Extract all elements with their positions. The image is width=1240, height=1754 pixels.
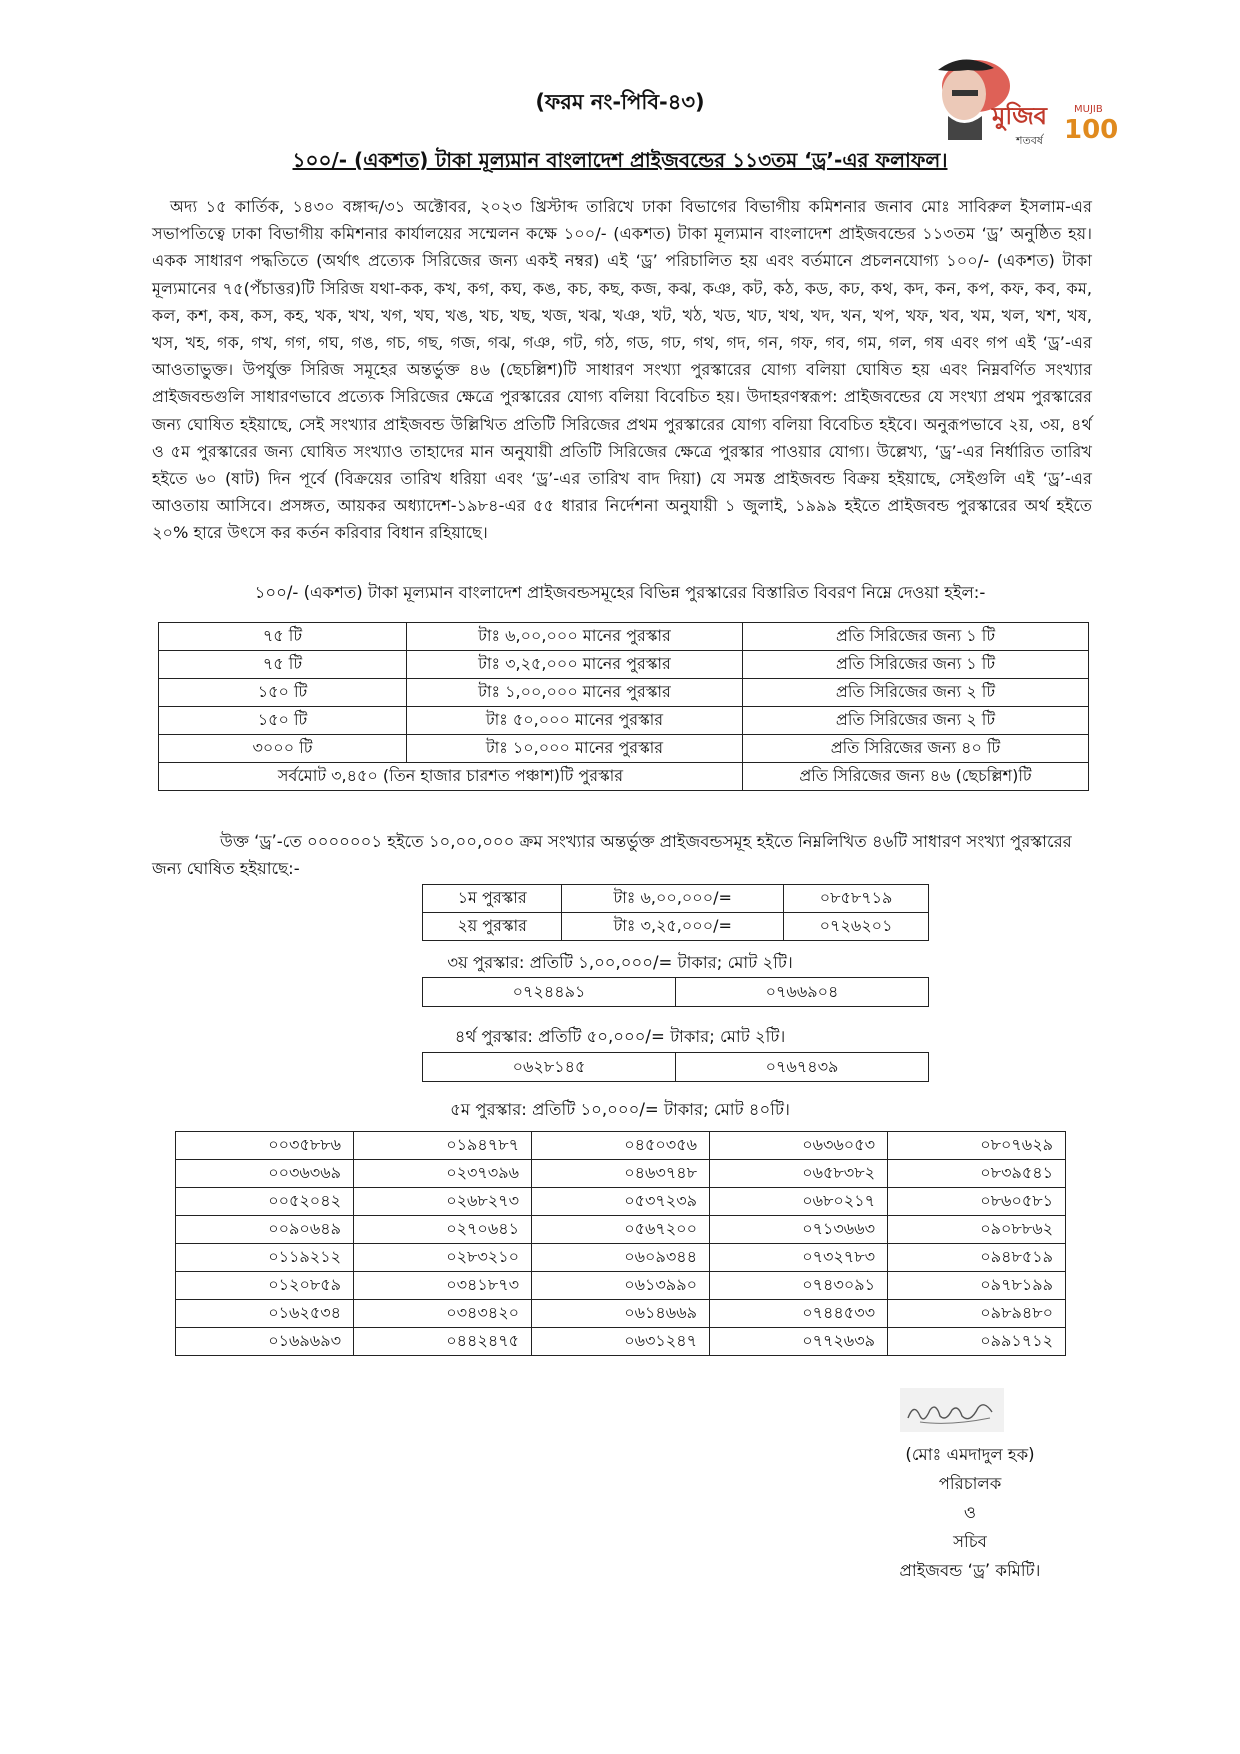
fifth-prize-number: ০২৬৮২৭৩ xyxy=(354,1188,532,1216)
signature-image xyxy=(900,1388,1004,1432)
prize-per-series: প্রতি সিরিজের জন্য ১ টি xyxy=(743,623,1089,651)
prize-total-label: সর্বমোট ৩,৪৫০ (তিন হাজার চারশত পঞ্চাশ)টি পুরস্কার xyxy=(159,763,743,791)
fifth-prize-number: ০১১৯২১২ xyxy=(176,1244,354,1272)
svg-text:100: 100 xyxy=(1064,115,1119,145)
fifth-prize-number: ০৪৫০৩৫৬ xyxy=(532,1132,710,1160)
signature-icon xyxy=(900,1388,1004,1432)
winners-intro: উক্ত ‘ড্র’-তে ০০০০০০১ হইতে ১০,০০,০০০ ক্রম সংখ্যার অন্তর্ভুক্ত প্রাইজবন্ডসমূহ হইতে নিম্নলিখিত ৪৬টি সাধারণ সংখ্যা পুরস্কারের জন্য ঘোষিত হইয়াছে:- xyxy=(152,832,1072,878)
winning-number: ০৮৫৮৭১৯ xyxy=(784,885,929,913)
form-number: (ফরম নং-পিবি-৪৩) xyxy=(535,90,705,114)
third-prize-number: ০৭৬৬৯০৪ xyxy=(676,978,929,1007)
fifth-prize-number: ০৭১৩৬৬৩ xyxy=(710,1216,888,1244)
fifth-prize-number: ০৫৬৭২০০ xyxy=(532,1216,710,1244)
fifth-prize-number: ০৯৪৮৫১৯ xyxy=(888,1244,1066,1272)
third-prize-table xyxy=(422,977,929,1007)
fifth-prize-row xyxy=(176,1216,1066,1244)
prize-summary-table xyxy=(158,622,1089,791)
prize-value: টাঃ ৬,০০,০০০ মানের পুরস্কার xyxy=(407,623,743,651)
fourth-prize-table xyxy=(422,1052,929,1082)
fourth-prize-number: ০৭৬৭৪৩৯ xyxy=(676,1053,929,1082)
prize-amount: টাঃ ৩,২৫,০০০/= xyxy=(562,913,784,941)
prize-count: ৩০০০ টি xyxy=(159,735,407,763)
signatory-committee: প্রাইজবন্ড ‘ড্র’ কমিটি। xyxy=(899,1561,1041,1580)
fifth-prize-number: ০২৮৩২১০ xyxy=(354,1244,532,1272)
fifth-prize-number: ০০৩৬৩৬৯ xyxy=(176,1160,354,1188)
mujib-100-logo xyxy=(898,50,1119,147)
fifth-prize-number: ০৯০৮৮৬২ xyxy=(888,1216,1066,1244)
prize-amount: টাঃ ৬,০০,০০০/= xyxy=(562,885,784,913)
prize-value: টাঃ ১০,০০০ মানের পুরস্কার xyxy=(407,735,743,763)
prize-rank: ২য় পুরস্কার xyxy=(423,913,562,941)
fifth-prize-row xyxy=(176,1272,1066,1300)
fifth-prize-number: ০৯৭৮১৯৯ xyxy=(888,1272,1066,1300)
prize-count: ১৫০ টি xyxy=(159,707,407,735)
prize-row xyxy=(159,679,1089,707)
prize-row xyxy=(159,735,1089,763)
fifth-prize-number: ০৮৬০৫৮১ xyxy=(888,1188,1066,1216)
prize-details-intro: ১০০/- (একশত) টাকা মূল্যমান বাংলাদেশ প্রাইজবন্ডসমূহের বিভিন্ন পুরস্কারের বিস্তারিত বিবরণ নিম্নে দেওয়া হইল:- xyxy=(254,583,986,602)
fifth-prize-number: ০৭৭২৬৩৯ xyxy=(710,1328,888,1356)
fifth-prize-number: ০৭৪৩০৯১ xyxy=(710,1272,888,1300)
fifth-prize-number: ০৬১৩৯৯০ xyxy=(532,1272,710,1300)
fifth-prize-number: ০৬৩১২৪৭ xyxy=(532,1328,710,1356)
prize-row xyxy=(159,623,1089,651)
signatory-name: (মোঃ এমদাদুল হক) xyxy=(905,1445,1035,1464)
fifth-prize-number: ০৮০৭৬২৯ xyxy=(888,1132,1066,1160)
fifth-prize-table xyxy=(175,1131,1066,1356)
fifth-prize-number: ০০৩৫৮৮৬ xyxy=(176,1132,354,1160)
fifth-prize-number: ০২৩৭৩৯৬ xyxy=(354,1160,532,1188)
fifth-prize-row xyxy=(176,1328,1066,1356)
fifth-prize-number: ০০৫২০৪২ xyxy=(176,1188,354,1216)
top-prize-row xyxy=(423,885,929,913)
draw-description: অদ্য ১৫ কার্তিক, ১৪৩০ বঙ্গাব্দ/৩১ অক্টোবর, ২০২৩ খ্রিস্টাব্দ তারিখে ঢাকা বিভাগের বিভাগীয় কমিশনার জনাব মোঃ সাবিরুল ইসলাম-এর সভাপতিত্বে ঢাকা বিভাগীয় কমিশনার কার্যালয়ের সম্মেলন কক্ষে ১০০/- (একশত) টাকা মূল্যমান বাংলাদেশ প্রাইজবন্ডের ১১৩তম ‘ড্র’ অনুষ্ঠিত হয়। একক সাধারণ পদ্ধতিতে (অর্থাৎ প্রত্যেক সিরিজের জন্য একই নম্বর) এই ‘ড্র’ পরিচালিত হয় এবং বর্তমানে প্রচলনযোগ্য ১০০/- (একশত) টাকা মূল্যমানের ৭৫(পঁচাত্তর)টি সিরিজ যথা-কক, কখ, কগ, কঘ, কঙ, কচ, কছ, কজ, কঝ, কঞ, কট, কঠ, কড, কঢ, কথ, কদ, কন, কপ, কফ, কব, কম, কল, কশ, কষ, কস, কহ, খক, খখ, খগ, খঘ, খঙ, খচ, খছ, খজ, খঝ, খঞ, খট, খঠ, খড, খঢ, খথ, খদ, খন, খপ, খফ, খব, খম, খল, খশ, খষ, খস, খহ, গক, গখ, গগ, গঘ, গঙ, গচ, গছ, গজ, গঝ, গঞ, গট, গঠ, গড, গঢ, গথ, গদ, গন, গফ, গব, গম, গল, গষ এবং গপ এই ‘ড্র’-এর আওতাভুক্ত। উপর্যুক্ত সিরিজ সমূহের অন্তর্ভুক্ত ৪৬ (ছেচল্লিশ)টি সাধারণ সংখ্যা পুরস্কারের যোগ্য বলিয়া ঘোষিত হয় এবং নিম্নবর্ণিত সংখ্যার প্রাইজবন্ডগুলি সাধারণভাবে প্রত্যেক সিরিজের ক্ষেত্রে পুরস্কারের যোগ্য বলিয়া বিবেচিত হয়। উদাহরণস্বরূপ: প্রাইজবন্ডের যে সংখ্যা প্রথম পুরস্কারের জন্য ঘোষিত হইয়াছে, সেই সংখ্যার প্রাইজবন্ড উল্লিখিত প্রতিটি সিরিজের প্রথম পুরস্কারের যোগ্য বলিয়া বিবেচিত হইবে। অনুরূপভাবে ২য়, ৩য়, ৪র্থ ও ৫ম পুরস্কারের জন্য ঘোষিত সংখ্যাও তাহাদের মান অনুযায়ী প্রতিটি সিরিজের ক্ষেত্রে পুরস্কার পাওয়ার যোগ্য। উল্লেখ্য, ‘ড্র’-এর নির্ধারিত তারিখ হইতে ৬০ (ষাট) দিন পূর্বে (বিক্রয়ের তারিখ ধরিয়া এবং ‘ড্র’-এর তারিখ বাদ দিয়া) যে সমস্ত প্রাইজবন্ড বিক্রয় হইয়াছে, সেইগুলি এই ‘ড্র’-এর আওতায় আসিবে। প্রসঙ্গত, আয়কর অধ্যাদেশ-১৯৮৪-এর ৫৫ ধারার নির্দেশনা অনুযায়ী ১ জুলাই, ১৯৯৯ হইতে প্রাইজবন্ড পুরস্কারের অর্থ হইতে ২০% হারে উৎসে কর কর্তন করিবার বিধান রহিয়াছে। xyxy=(152,197,1092,543)
signatory-designation: পরিচালক xyxy=(938,1474,1002,1493)
signatory-conjunction: ও xyxy=(963,1503,977,1522)
fifth-prize-number: ০১২০৮৫৯ xyxy=(176,1272,354,1300)
prize-count: ১৫০ টি xyxy=(159,679,407,707)
fifth-prize-number: ০৭৪৪৫৩৩ xyxy=(710,1300,888,1328)
prize-per-series: প্রতি সিরিজের জন্য ২ টি xyxy=(743,707,1089,735)
fifth-prize-number: ০৬৩৬০৫৩ xyxy=(710,1132,888,1160)
top-prize-row xyxy=(423,913,929,941)
fifth-prize-row xyxy=(176,1132,1066,1160)
fifth-prize-number: ০৬১৪৬৬৯ xyxy=(532,1300,710,1328)
third-prize-number: ০৭২৪৪৯১ xyxy=(423,978,676,1007)
fifth-prize-number: ০১৬২৫৩৪ xyxy=(176,1300,354,1328)
svg-text:MUJIB: MUJIB xyxy=(1074,104,1103,115)
prize-value: টাঃ ১,০০,০০০ মানের পুরস্কার xyxy=(407,679,743,707)
fifth-prize-number: ০৭৩২৭৮৩ xyxy=(710,1244,888,1272)
fifth-prize-number: ০৩৪১৮৭৩ xyxy=(354,1272,532,1300)
prize-per-series: প্রতি সিরিজের জন্য ৪০ টি xyxy=(743,735,1089,763)
fifth-prize-number: ০৩৪৩৪২০ xyxy=(354,1300,532,1328)
fifth-prize-number: ০৮৩৯৫৪১ xyxy=(888,1160,1066,1188)
svg-text:শতবর্ষ: শতবর্ষ xyxy=(1016,134,1043,147)
prize-count: ৭৫ টি xyxy=(159,623,407,651)
prize-row xyxy=(159,707,1089,735)
fifth-prize-row xyxy=(176,1188,1066,1216)
winning-number: ০৭২৬২০১ xyxy=(784,913,929,941)
prize-rank: ১ম পুরস্কার xyxy=(423,885,562,913)
fifth-prize-number: ০৪৬৩৭৪৮ xyxy=(532,1160,710,1188)
fifth-prize-number: ০১৬৯৬৯৩ xyxy=(176,1328,354,1356)
svg-text:মুজিব: মুজিব xyxy=(992,102,1048,130)
prize-per-series: প্রতি সিরিজের জন্য ২ টি xyxy=(743,679,1089,707)
signatory-designation: সচিব xyxy=(953,1532,987,1551)
page-title: ১০০/- (একশত) টাকা মূল্যমান বাংলাদেশ প্রাইজবন্ডের ১১৩তম ‘ড্র’-এর ফলাফল। xyxy=(292,148,948,172)
fifth-prize-number: ০৬৫৮৩৮২ xyxy=(710,1160,888,1188)
prize-value: টাঃ ৫০,০০০ মানের পুরস্কার xyxy=(407,707,743,735)
fourth-prize-heading: ৪র্থ পুরস্কার: প্রতিটি ৫০,০০০/= টাকার; মোট ২টি। xyxy=(454,1027,786,1046)
fifth-prize-number: ০০৯০৬৪৯ xyxy=(176,1216,354,1244)
prize-per-series: প্রতি সিরিজের জন্য ১ টি xyxy=(743,651,1089,679)
fifth-prize-number: ০৯৯১৭১২ xyxy=(888,1328,1066,1356)
fifth-prize-number: ০৫৩৭২৩৯ xyxy=(532,1188,710,1216)
fifth-prize-number: ০৪৪২৪৭৫ xyxy=(354,1328,532,1356)
fifth-prize-number: ০৯৮৯৪৮০ xyxy=(888,1300,1066,1328)
prize-total-per-series: প্রতি সিরিজের জন্য ৪৬ (ছেচল্লিশ)টি xyxy=(743,763,1089,791)
portrait-icon xyxy=(898,50,1119,147)
third-prize-heading: ৩য় পুরস্কার: প্রতিটি ১,০০,০০০/= টাকার; মোট ২টি। xyxy=(447,953,793,972)
fifth-prize-heading: ৫ম পুরস্কার: প্রতিটি ১০,০০০/= টাকার; মোট ৪০টি। xyxy=(450,1100,790,1119)
fifth-prize-number: ০৬৮০২১৭ xyxy=(710,1188,888,1216)
fifth-prize-row xyxy=(176,1300,1066,1328)
signature-block xyxy=(820,1440,1120,1585)
fifth-prize-row xyxy=(176,1160,1066,1188)
fifth-prize-number: ০৬০৯৩৪৪ xyxy=(532,1244,710,1272)
first-second-prize-table xyxy=(422,884,929,941)
prize-row xyxy=(159,651,1089,679)
fifth-prize-number: ০২৭০৬৪১ xyxy=(354,1216,532,1244)
prize-count: ৭৫ টি xyxy=(159,651,407,679)
fifth-prize-row xyxy=(176,1244,1066,1272)
fourth-prize-number: ০৬২৮১৪৫ xyxy=(423,1053,676,1082)
prize-value: টাঃ ৩,২৫,০০০ মানের পুরস্কার xyxy=(407,651,743,679)
prize-total-row xyxy=(159,763,1089,791)
fifth-prize-number: ০১৯৪৭৮৭ xyxy=(354,1132,532,1160)
